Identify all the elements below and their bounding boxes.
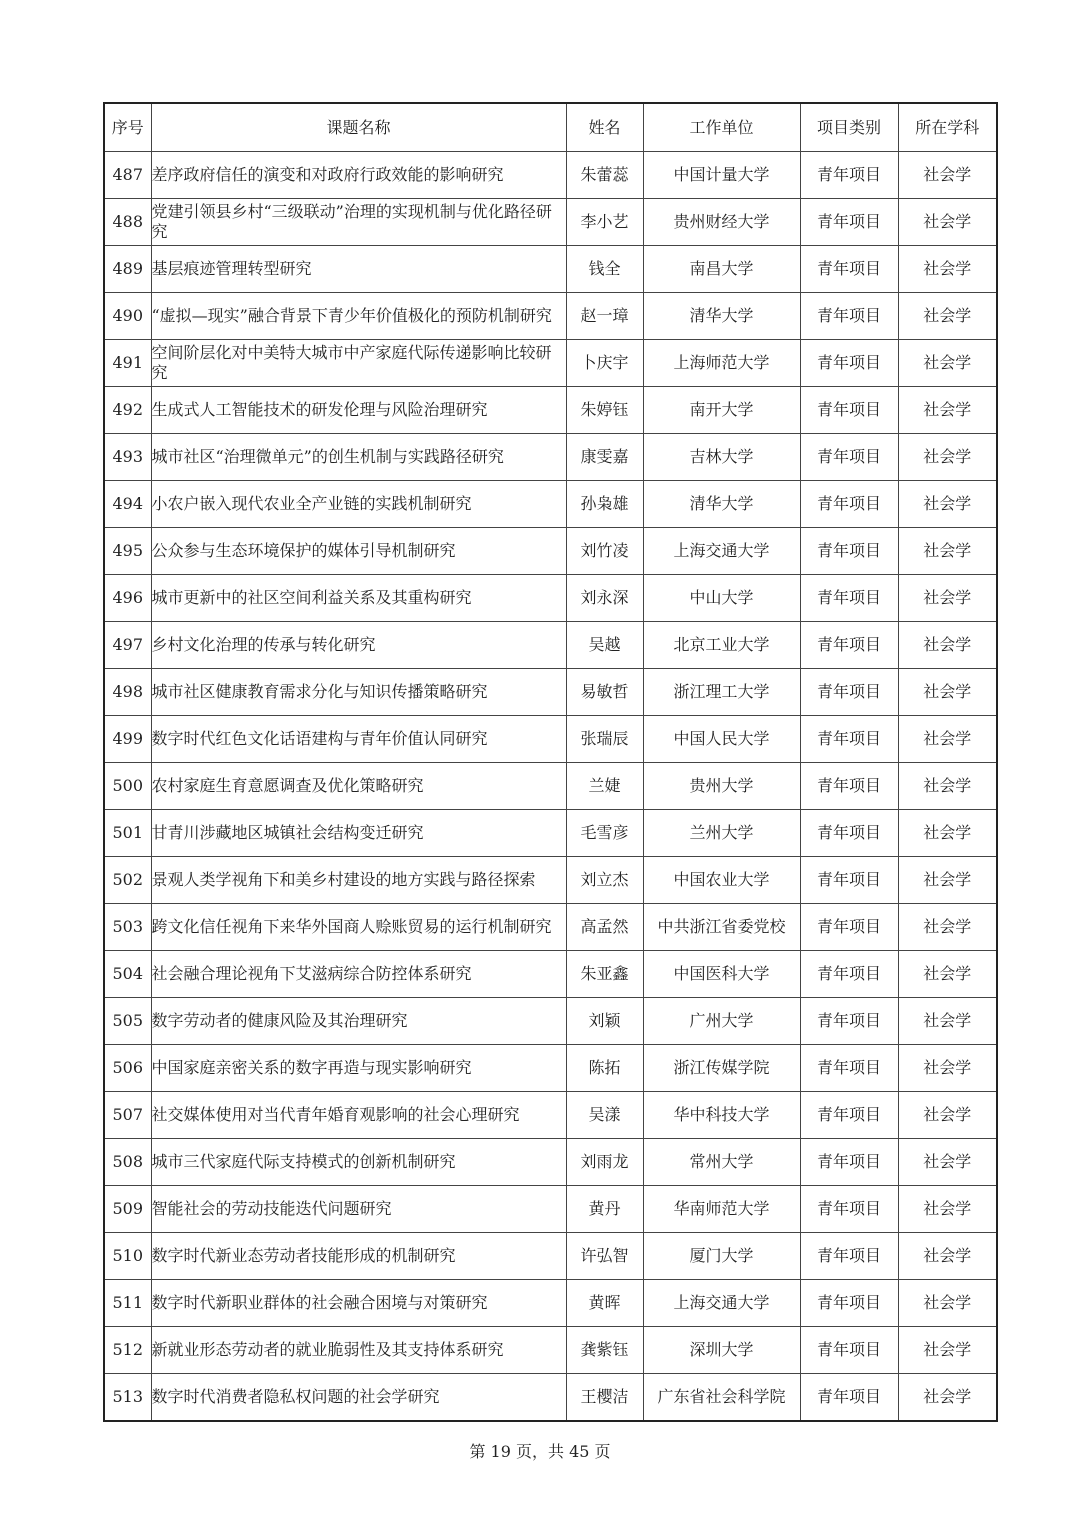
cell-name: 兰婕 bbox=[566, 763, 643, 810]
cell-discipline: 社会学 bbox=[898, 857, 997, 904]
page-footer: 第 19 页，共 45 页 bbox=[469, 1442, 611, 1461]
cell-discipline: 社会学 bbox=[898, 951, 997, 998]
cell-index: 502 bbox=[104, 857, 151, 904]
cell-discipline: 社会学 bbox=[898, 528, 997, 575]
cell-title: 城市社区“治理微单元”的创生机制与实践路径研究 bbox=[151, 434, 566, 481]
cell-discipline: 社会学 bbox=[898, 387, 997, 434]
cell-index: 511 bbox=[104, 1280, 151, 1327]
project-table bbox=[103, 102, 998, 1422]
cell-title: 基层痕迹管理转型研究 bbox=[151, 246, 566, 293]
cell-discipline: 社会学 bbox=[898, 998, 997, 1045]
cell-institution: 南开大学 bbox=[643, 387, 800, 434]
table-row bbox=[104, 1139, 997, 1186]
cell-index: 489 bbox=[104, 246, 151, 293]
cell-name: 朱蕾蕊 bbox=[566, 152, 643, 199]
table-row bbox=[104, 857, 997, 904]
cell-name: 李小艺 bbox=[566, 199, 643, 246]
cell-institution: 华中科技大学 bbox=[643, 1092, 800, 1139]
cell-name: 高孟然 bbox=[566, 904, 643, 951]
cell-category: 青年项目 bbox=[800, 481, 898, 528]
cell-index: 506 bbox=[104, 1045, 151, 1092]
table-row bbox=[104, 1045, 997, 1092]
cell-institution: 常州大学 bbox=[643, 1139, 800, 1186]
cell-title: 空间阶层化对中美特大城市中产家庭代际传递影响比较研究 bbox=[151, 340, 566, 387]
cell-discipline: 社会学 bbox=[898, 246, 997, 293]
cell-title: 社交媒体使用对当代青年婚育观影响的社会心理研究 bbox=[151, 1092, 566, 1139]
header-cell-discipline: 所在学科 bbox=[898, 103, 997, 152]
cell-category: 青年项目 bbox=[800, 951, 898, 998]
cell-name: 刘永深 bbox=[566, 575, 643, 622]
header-cell-category: 项目类别 bbox=[800, 103, 898, 152]
cell-title: 数字时代红色文化话语建构与青年价值认同研究 bbox=[151, 716, 566, 763]
cell-title: 差序政府信任的演变和对政府行政效能的影响研究 bbox=[151, 152, 566, 199]
cell-category: 青年项目 bbox=[800, 904, 898, 951]
cell-category: 青年项目 bbox=[800, 1092, 898, 1139]
cell-title: 农村家庭生育意愿调查及优化策略研究 bbox=[151, 763, 566, 810]
cell-index: 504 bbox=[104, 951, 151, 998]
cell-institution: 浙江理工大学 bbox=[643, 669, 800, 716]
cell-index: 503 bbox=[104, 904, 151, 951]
cell-category: 青年项目 bbox=[800, 1280, 898, 1327]
table-row bbox=[104, 481, 997, 528]
cell-category: 青年项目 bbox=[800, 1327, 898, 1374]
table-row bbox=[104, 951, 997, 998]
cell-institution: 南昌大学 bbox=[643, 246, 800, 293]
cell-name: 易敏哲 bbox=[566, 669, 643, 716]
cell-name: 吴越 bbox=[566, 622, 643, 669]
cell-index: 495 bbox=[104, 528, 151, 575]
table-header-row bbox=[104, 103, 997, 152]
cell-category: 青年项目 bbox=[800, 340, 898, 387]
header-cell-title: 课题名称 bbox=[151, 103, 566, 152]
cell-name: 黄晖 bbox=[566, 1280, 643, 1327]
cell-discipline: 社会学 bbox=[898, 904, 997, 951]
table-row bbox=[104, 1092, 997, 1139]
cell-discipline: 社会学 bbox=[898, 1280, 997, 1327]
cell-category: 青年项目 bbox=[800, 763, 898, 810]
cell-category: 青年项目 bbox=[800, 387, 898, 434]
cell-index: 492 bbox=[104, 387, 151, 434]
table-row bbox=[104, 246, 997, 293]
cell-name: 孙枭雄 bbox=[566, 481, 643, 528]
header-cell-institution: 工作单位 bbox=[643, 103, 800, 152]
cell-category: 青年项目 bbox=[800, 246, 898, 293]
cell-discipline: 社会学 bbox=[898, 1045, 997, 1092]
cell-name: 刘立杰 bbox=[566, 857, 643, 904]
cell-index: 488 bbox=[104, 199, 151, 246]
cell-title: 数字时代消费者隐私权问题的社会学研究 bbox=[151, 1374, 566, 1422]
cell-institution: 中国人民大学 bbox=[643, 716, 800, 763]
cell-title: 甘青川涉藏地区城镇社会结构变迁研究 bbox=[151, 810, 566, 857]
cell-title: 小农户嵌入现代农业全产业链的实践机制研究 bbox=[151, 481, 566, 528]
cell-index: 499 bbox=[104, 716, 151, 763]
cell-category: 青年项目 bbox=[800, 293, 898, 340]
cell-category: 青年项目 bbox=[800, 528, 898, 575]
cell-index: 490 bbox=[104, 293, 151, 340]
cell-category: 青年项目 bbox=[800, 434, 898, 481]
table-row bbox=[104, 340, 997, 387]
cell-name: 卜庆宇 bbox=[566, 340, 643, 387]
cell-title: 公众参与生态环境保护的媒体引导机制研究 bbox=[151, 528, 566, 575]
table-row bbox=[104, 1186, 997, 1233]
cell-institution: 清华大学 bbox=[643, 481, 800, 528]
cell-category: 青年项目 bbox=[800, 152, 898, 199]
cell-discipline: 社会学 bbox=[898, 669, 997, 716]
cell-institution: 深圳大学 bbox=[643, 1327, 800, 1374]
cell-index: 510 bbox=[104, 1233, 151, 1280]
cell-name: 赵一璋 bbox=[566, 293, 643, 340]
cell-title: 中国家庭亲密关系的数字再造与现实影响研究 bbox=[151, 1045, 566, 1092]
cell-institution: 厦门大学 bbox=[643, 1233, 800, 1280]
cell-category: 青年项目 bbox=[800, 1233, 898, 1280]
cell-index: 491 bbox=[104, 340, 151, 387]
cell-index: 500 bbox=[104, 763, 151, 810]
cell-index: 509 bbox=[104, 1186, 151, 1233]
cell-category: 青年项目 bbox=[800, 1186, 898, 1233]
cell-name: 朱亚鑫 bbox=[566, 951, 643, 998]
table-row bbox=[104, 763, 997, 810]
cell-index: 496 bbox=[104, 575, 151, 622]
cell-institution: 浙江传媒学院 bbox=[643, 1045, 800, 1092]
cell-title: 景观人类学视角下和美乡村建设的地方实践与路径探索 bbox=[151, 857, 566, 904]
cell-index: 512 bbox=[104, 1327, 151, 1374]
cell-index: 507 bbox=[104, 1092, 151, 1139]
cell-category: 青年项目 bbox=[800, 857, 898, 904]
cell-name: 康雯嘉 bbox=[566, 434, 643, 481]
cell-institution: 中国医科大学 bbox=[643, 951, 800, 998]
table-row bbox=[104, 904, 997, 951]
table-row bbox=[104, 1280, 997, 1327]
table-row bbox=[104, 152, 997, 199]
cell-index: 494 bbox=[104, 481, 151, 528]
table-row bbox=[104, 1374, 997, 1422]
table-row bbox=[104, 998, 997, 1045]
cell-category: 青年项目 bbox=[800, 622, 898, 669]
cell-title: “虚拟—现实”融合背景下青少年价值极化的预防机制研究 bbox=[151, 293, 566, 340]
cell-name: 刘竹凌 bbox=[566, 528, 643, 575]
cell-name: 陈拓 bbox=[566, 1045, 643, 1092]
cell-discipline: 社会学 bbox=[898, 199, 997, 246]
header-cell-name: 姓名 bbox=[566, 103, 643, 152]
cell-category: 青年项目 bbox=[800, 1139, 898, 1186]
table-row bbox=[104, 622, 997, 669]
cell-name: 毛雪彦 bbox=[566, 810, 643, 857]
table-row bbox=[104, 575, 997, 622]
cell-institution: 中国计量大学 bbox=[643, 152, 800, 199]
cell-discipline: 社会学 bbox=[898, 1327, 997, 1374]
table-row bbox=[104, 528, 997, 575]
cell-title: 社会融合理论视角下艾滋病综合防控体系研究 bbox=[151, 951, 566, 998]
table-row bbox=[104, 387, 997, 434]
table-row bbox=[104, 199, 997, 246]
table-row bbox=[104, 810, 997, 857]
cell-index: 487 bbox=[104, 152, 151, 199]
cell-index: 505 bbox=[104, 998, 151, 1045]
cell-title: 城市社区健康教育需求分化与知识传播策略研究 bbox=[151, 669, 566, 716]
cell-discipline: 社会学 bbox=[898, 575, 997, 622]
cell-title: 党建引领县乡村“三级联动”治理的实现机制与优化路径研究 bbox=[151, 199, 566, 246]
cell-institution: 中山大学 bbox=[643, 575, 800, 622]
cell-index: 513 bbox=[104, 1374, 151, 1422]
cell-title: 乡村文化治理的传承与转化研究 bbox=[151, 622, 566, 669]
cell-discipline: 社会学 bbox=[898, 1139, 997, 1186]
cell-discipline: 社会学 bbox=[898, 293, 997, 340]
cell-name: 刘雨龙 bbox=[566, 1139, 643, 1186]
cell-title: 智能社会的劳动技能迭代问题研究 bbox=[151, 1186, 566, 1233]
cell-name: 龚紫钰 bbox=[566, 1327, 643, 1374]
cell-category: 青年项目 bbox=[800, 1374, 898, 1422]
cell-index: 498 bbox=[104, 669, 151, 716]
cell-institution: 上海交通大学 bbox=[643, 528, 800, 575]
cell-index: 497 bbox=[104, 622, 151, 669]
cell-institution: 中国农业大学 bbox=[643, 857, 800, 904]
cell-title: 城市三代家庭代际支持模式的创新机制研究 bbox=[151, 1139, 566, 1186]
cell-name: 张瑞辰 bbox=[566, 716, 643, 763]
table-row bbox=[104, 1327, 997, 1374]
cell-discipline: 社会学 bbox=[898, 1233, 997, 1280]
table-row bbox=[104, 669, 997, 716]
cell-index: 493 bbox=[104, 434, 151, 481]
table-body bbox=[104, 152, 997, 1422]
cell-institution: 清华大学 bbox=[643, 293, 800, 340]
cell-title: 生成式人工智能技术的研发伦理与风险治理研究 bbox=[151, 387, 566, 434]
cell-name: 黄丹 bbox=[566, 1186, 643, 1233]
cell-institution: 兰州大学 bbox=[643, 810, 800, 857]
cell-discipline: 社会学 bbox=[898, 1186, 997, 1233]
cell-category: 青年项目 bbox=[800, 669, 898, 716]
cell-name: 吴漾 bbox=[566, 1092, 643, 1139]
cell-discipline: 社会学 bbox=[898, 622, 997, 669]
table-row bbox=[104, 293, 997, 340]
cell-name: 刘颖 bbox=[566, 998, 643, 1045]
cell-category: 青年项目 bbox=[800, 575, 898, 622]
cell-discipline: 社会学 bbox=[898, 1374, 997, 1422]
cell-discipline: 社会学 bbox=[898, 763, 997, 810]
cell-institution: 北京工业大学 bbox=[643, 622, 800, 669]
cell-discipline: 社会学 bbox=[898, 481, 997, 528]
cell-name: 许弘智 bbox=[566, 1233, 643, 1280]
cell-title: 跨文化信任视角下来华外国商人赊账贸易的运行机制研究 bbox=[151, 904, 566, 951]
cell-discipline: 社会学 bbox=[898, 152, 997, 199]
cell-name: 朱婷钰 bbox=[566, 387, 643, 434]
cell-title: 新就业形态劳动者的就业脆弱性及其支持体系研究 bbox=[151, 1327, 566, 1374]
cell-institution: 中共浙江省委党校 bbox=[643, 904, 800, 951]
cell-index: 501 bbox=[104, 810, 151, 857]
cell-title: 数字时代新职业群体的社会融合困境与对策研究 bbox=[151, 1280, 566, 1327]
cell-index: 508 bbox=[104, 1139, 151, 1186]
header-cell-index: 序号 bbox=[104, 103, 151, 152]
table-row bbox=[104, 434, 997, 481]
cell-title: 数字时代新业态劳动者技能形成的机制研究 bbox=[151, 1233, 566, 1280]
cell-discipline: 社会学 bbox=[898, 716, 997, 763]
table-row bbox=[104, 716, 997, 763]
cell-title: 城市更新中的社区空间利益关系及其重构研究 bbox=[151, 575, 566, 622]
cell-institution: 广州大学 bbox=[643, 998, 800, 1045]
cell-name: 钱全 bbox=[566, 246, 643, 293]
cell-title: 数字劳动者的健康风险及其治理研究 bbox=[151, 998, 566, 1045]
cell-institution: 上海师范大学 bbox=[643, 340, 800, 387]
cell-category: 青年项目 bbox=[800, 998, 898, 1045]
table-row bbox=[104, 1233, 997, 1280]
cell-category: 青年项目 bbox=[800, 810, 898, 857]
cell-discipline: 社会学 bbox=[898, 810, 997, 857]
cell-institution: 广东省社会科学院 bbox=[643, 1374, 800, 1422]
cell-discipline: 社会学 bbox=[898, 434, 997, 481]
cell-category: 青年项目 bbox=[800, 199, 898, 246]
cell-discipline: 社会学 bbox=[898, 340, 997, 387]
cell-institution: 华南师范大学 bbox=[643, 1186, 800, 1233]
cell-category: 青年项目 bbox=[800, 1045, 898, 1092]
cell-institution: 吉林大学 bbox=[643, 434, 800, 481]
cell-institution: 贵州大学 bbox=[643, 763, 800, 810]
cell-name: 王樱洁 bbox=[566, 1374, 643, 1422]
cell-category: 青年项目 bbox=[800, 716, 898, 763]
cell-institution: 贵州财经大学 bbox=[643, 199, 800, 246]
cell-discipline: 社会学 bbox=[898, 1092, 997, 1139]
cell-institution: 上海交通大学 bbox=[643, 1280, 800, 1327]
